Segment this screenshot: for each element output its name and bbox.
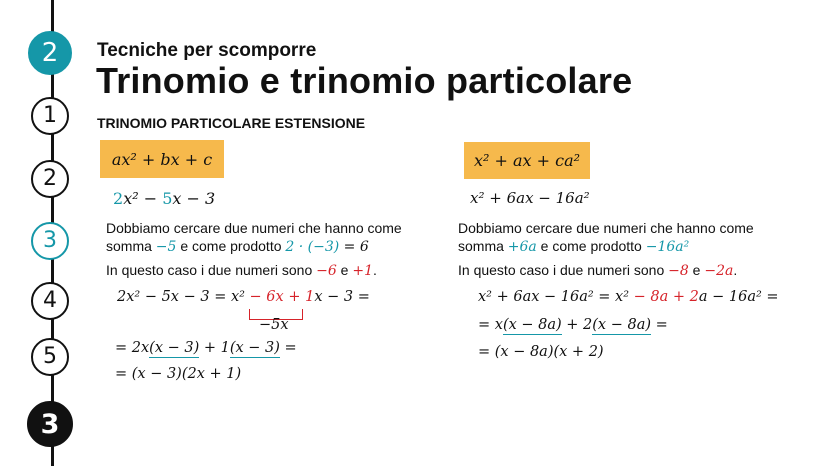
left-text2: In questo caso i due numeri sono −6 e +1. [106, 262, 377, 279]
right-product: −16a² [645, 239, 690, 255]
right-text1-line1: Dobbiamo cercare due numeri che hanno come [458, 220, 754, 236]
timeline-step-3[interactable]: 3 [31, 222, 69, 260]
left-eq1: 2x² − 5x − 3 = x² − 6x + 1x − 3 = [117, 289, 370, 305]
right-eq3: = (x − 8a)(x + 2) [478, 344, 604, 360]
left-text1-line2: somma −5 e come prodotto 2 · (−3) = 6 [106, 238, 369, 255]
left-eq2: = 2x(x − 3) + 1(x − 3) = [115, 340, 297, 356]
right-eq1-split: − 8a + 2 [633, 289, 699, 305]
right-formula: x² + ax + ca² [473, 151, 581, 170]
page-subtitle: Tecniche per scomporre [97, 40, 317, 61]
timeline-step-1[interactable]: 1 [31, 97, 69, 135]
timeline-step-final[interactable]: 3 [27, 401, 73, 447]
timeline-step-5[interactable]: 5 [31, 338, 69, 376]
right-num2: −2a [704, 263, 734, 279]
left-example: 2x² − 5x − 3 [113, 189, 216, 208]
left-eq2-group1: (x − 3) [149, 340, 200, 356]
right-eq2-group1: (x − 8a) [502, 317, 562, 333]
left-bracket-label: −5x [259, 317, 289, 333]
left-formula-box [100, 140, 224, 178]
left-num1: −6 [316, 263, 337, 279]
right-example: x² + 6ax − 16a² [470, 189, 590, 207]
left-eq2-group2: (x − 3) [229, 340, 280, 356]
left-sum: −5 [155, 239, 177, 255]
left-eq3: = (x − 3)(2x + 1) [115, 366, 242, 382]
right-num1: −8 [668, 263, 689, 279]
right-eq2: = x(x − 8a) + 2(x − 8a) = [478, 317, 668, 333]
left-example-b: 5 [162, 189, 173, 208]
timeline-step-current[interactable]: 2 [28, 31, 72, 75]
timeline-step-4[interactable]: 4 [31, 282, 69, 320]
right-eq2-group2: (x − 8a) [592, 317, 651, 333]
right-formula-box [464, 142, 590, 179]
left-text1-line1: Dobbiamo cercare due numeri che hanno come [106, 220, 402, 236]
right-text2: In questo caso i due numeri sono −8 e −2a. [458, 262, 738, 279]
left-example-coef: 2 [113, 189, 124, 208]
left-num2: +1 [352, 263, 373, 279]
left-eq1-split: − 6x + 1 [249, 289, 315, 305]
section-heading: TRINOMIO PARTICOLARE ESTENSIONE [97, 115, 366, 131]
page-title: Trinomio e trinomio particolare [96, 60, 633, 101]
timeline-step-2[interactable]: 2 [31, 160, 69, 198]
right-sum: +6a [507, 239, 537, 255]
right-text1-line2: somma +6a e come prodotto −16a² [458, 238, 690, 255]
left-product: 2 · (−3) [285, 239, 340, 255]
left-formula: ax² + bx + c [111, 149, 213, 169]
right-eq1: x² + 6ax − 16a² = x² − 8a + 2a − 16a² = [478, 289, 779, 305]
